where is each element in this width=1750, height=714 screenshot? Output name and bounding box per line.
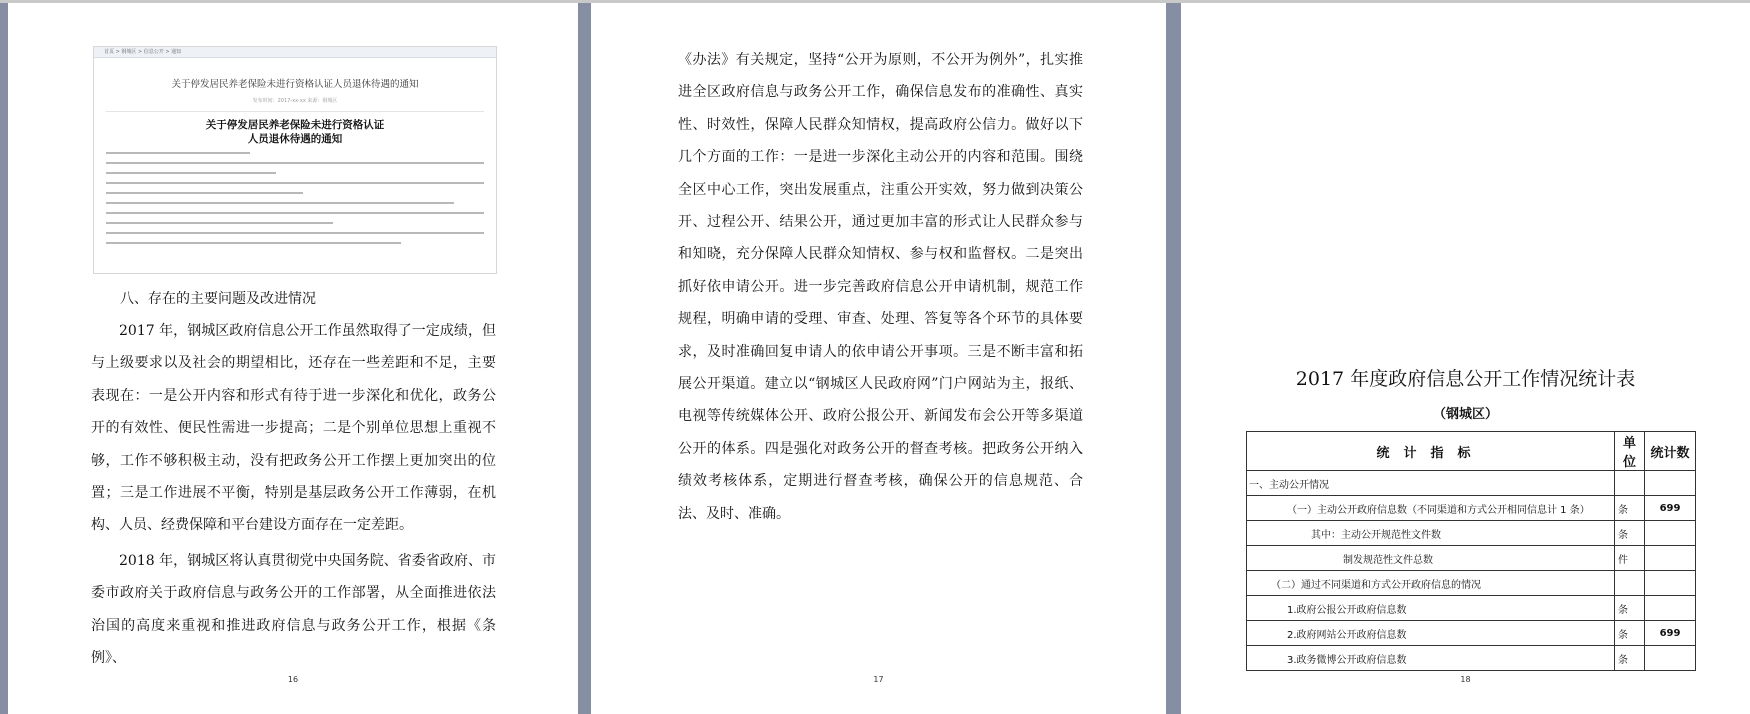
row-unit: 条 (1615, 521, 1645, 546)
row-count (1645, 471, 1696, 496)
statistics-table (1246, 431, 1696, 671)
screenshot-meta: 发布时间：2017-xx-xx 来源：钢城区 (252, 98, 338, 104)
table-header-row (1247, 432, 1696, 471)
row-count: 699 (1645, 621, 1696, 646)
table-row (1247, 596, 1696, 621)
row-count (1645, 521, 1696, 546)
row-unit: 件 (1615, 546, 1645, 571)
row-count (1645, 646, 1696, 671)
table-row (1247, 471, 1696, 496)
document-page-17[interactable] (591, 3, 1166, 714)
row-unit (1615, 571, 1645, 596)
paragraph: 2017 年，钢城区政府信息公开工作虽然取得了一定成绩，但与上级要求以及社会的期望相比，还存在一些差距和不足，主要表现在：一是公开内容和形式有待于进一步深化和优化，政务公开的有效性、便民性需进一步提高；二是个别单位思想上重视不够，工作不够积极主动，没有把政务公开工作摆上更加突出的位置；三是工作进展不平衡，特别是基层政务公开工作薄弱，在机构、人员、经费保障和平台建设方面存在一定差距。 (91, 323, 496, 534)
document-page-16[interactable] (8, 3, 578, 714)
embedded-notice-screenshot (93, 46, 497, 274)
text-line (106, 202, 454, 204)
row-unit: 条 (1615, 646, 1645, 671)
screenshot-breadcrumb: 首页 > 钢城区 > 信息公开 > 通知 (94, 47, 496, 58)
page-gap (1166, 3, 1181, 714)
header-unit: 单位 (1615, 432, 1645, 471)
screenshot-header-title: 关于停发居民养老保险未进行资格认证人员退休待遇的通知 (171, 79, 419, 90)
screenshot-title-line1: 关于停发居民养老保险未进行资格认证 (205, 119, 385, 131)
header-indicator: 统计指标 (1247, 432, 1615, 471)
row-indicator: （二）通过不同渠道和方式公开政府信息的情况 (1247, 571, 1615, 596)
text-line (106, 182, 484, 184)
row-unit (1615, 471, 1645, 496)
screenshot-divider (106, 111, 484, 112)
row-unit: 条 (1615, 621, 1645, 646)
row-count (1645, 546, 1696, 571)
paragraph: 《办法》有关规定，坚持“公开为原则，不公开为例外”，扎实推进全区政府信息与政务公开工作，确保信息发布的准确性、真实性、时效性，保障人民群众知情权，提高政府公信力。做好以下几个方面的工作：一是进一步深化主动公开的内容和范围。围绕全区中心工作，突出发展重点，注重公开实效，努力做到决策公开、过程公开、结果公开，通过更加丰富的形式让人民群众参与和知晓，充分保障人民群众知情权、参与权和监督权。二是突出抓好依申请公开。进一步完善政府信息公开申请机制，规范工作规程，明确申请的受理、审查、处理、答复等各个环节的具体要求，及时准确回复申请人的依申请公开事项。三是不断丰富和拓展公开渠道。建立以“钢城区人民政府网”门户网站为主，报纸、电视等传统媒体公开、政府公报公开、新闻发布会公开等多渠道公开的体系。四是强化对政务公开的督查考核。把政务公开纳入绩效考核体系，定期进行督查考核，确保公开的信息规范、合法、及时、准确。 (678, 52, 1083, 522)
row-indicator: 3.政务微博公开政府信息数 (1247, 646, 1615, 671)
row-unit: 条 (1615, 596, 1645, 621)
table-row (1247, 496, 1696, 521)
table-row (1247, 571, 1696, 596)
section-heading: 八、存在的主要问题及改进情况 (120, 291, 316, 307)
page-number: 17 (873, 675, 884, 684)
row-indicator: 制发规范性文件总数 (1247, 546, 1615, 571)
screenshot-notice-title (94, 118, 496, 146)
row-indicator: 1.政府公报公开政府信息数 (1247, 596, 1615, 621)
screenshot-title-line2: 人员退休待遇的通知 (247, 133, 343, 145)
header-count: 统计数 (1645, 432, 1696, 471)
table-row (1247, 621, 1696, 646)
row-count (1645, 571, 1696, 596)
table-row (1247, 546, 1696, 571)
text-line (106, 162, 484, 164)
text-line (106, 212, 484, 214)
text-line (106, 242, 401, 244)
row-indicator: 2.政府网站公开政府信息数 (1247, 621, 1615, 646)
row-indicator: （一）主动公开政府信息数（不同渠道和方式公开相同信息计 1 条） (1247, 496, 1615, 521)
text-line (106, 232, 484, 234)
text-line (106, 222, 333, 224)
row-count (1645, 596, 1696, 621)
text-line (106, 152, 250, 154)
row-unit: 条 (1615, 496, 1645, 521)
page-number: 16 (287, 675, 299, 684)
statistics-table-subtitle: （钢城区） (1432, 407, 1498, 422)
document-page-18[interactable] (1181, 3, 1750, 714)
text-line (106, 192, 303, 194)
table-row (1247, 521, 1696, 546)
screenshot-body-text (106, 152, 484, 244)
paragraph: 2018 年，钢城区将认真贯彻党中央国务院、省委省政府、市委市政府关于政府信息与政务公开的工作部署，从全面推进依法治国的高度来重视和推进政府信息与政务公开工作，根据《条例》、 (91, 553, 496, 667)
row-indicator: 一、主动公开情况 (1247, 471, 1615, 496)
table-row (1247, 646, 1696, 671)
row-indicator: 其中：主动公开规范性文件数 (1247, 521, 1615, 546)
text-line (106, 172, 276, 174)
page-gap (0, 3, 8, 714)
page-number: 18 (1460, 675, 1471, 684)
statistics-table-title: 2017 年度政府信息公开工作情况统计表 (1295, 368, 1636, 390)
page-gap (578, 3, 591, 714)
row-count: 699 (1645, 496, 1696, 521)
